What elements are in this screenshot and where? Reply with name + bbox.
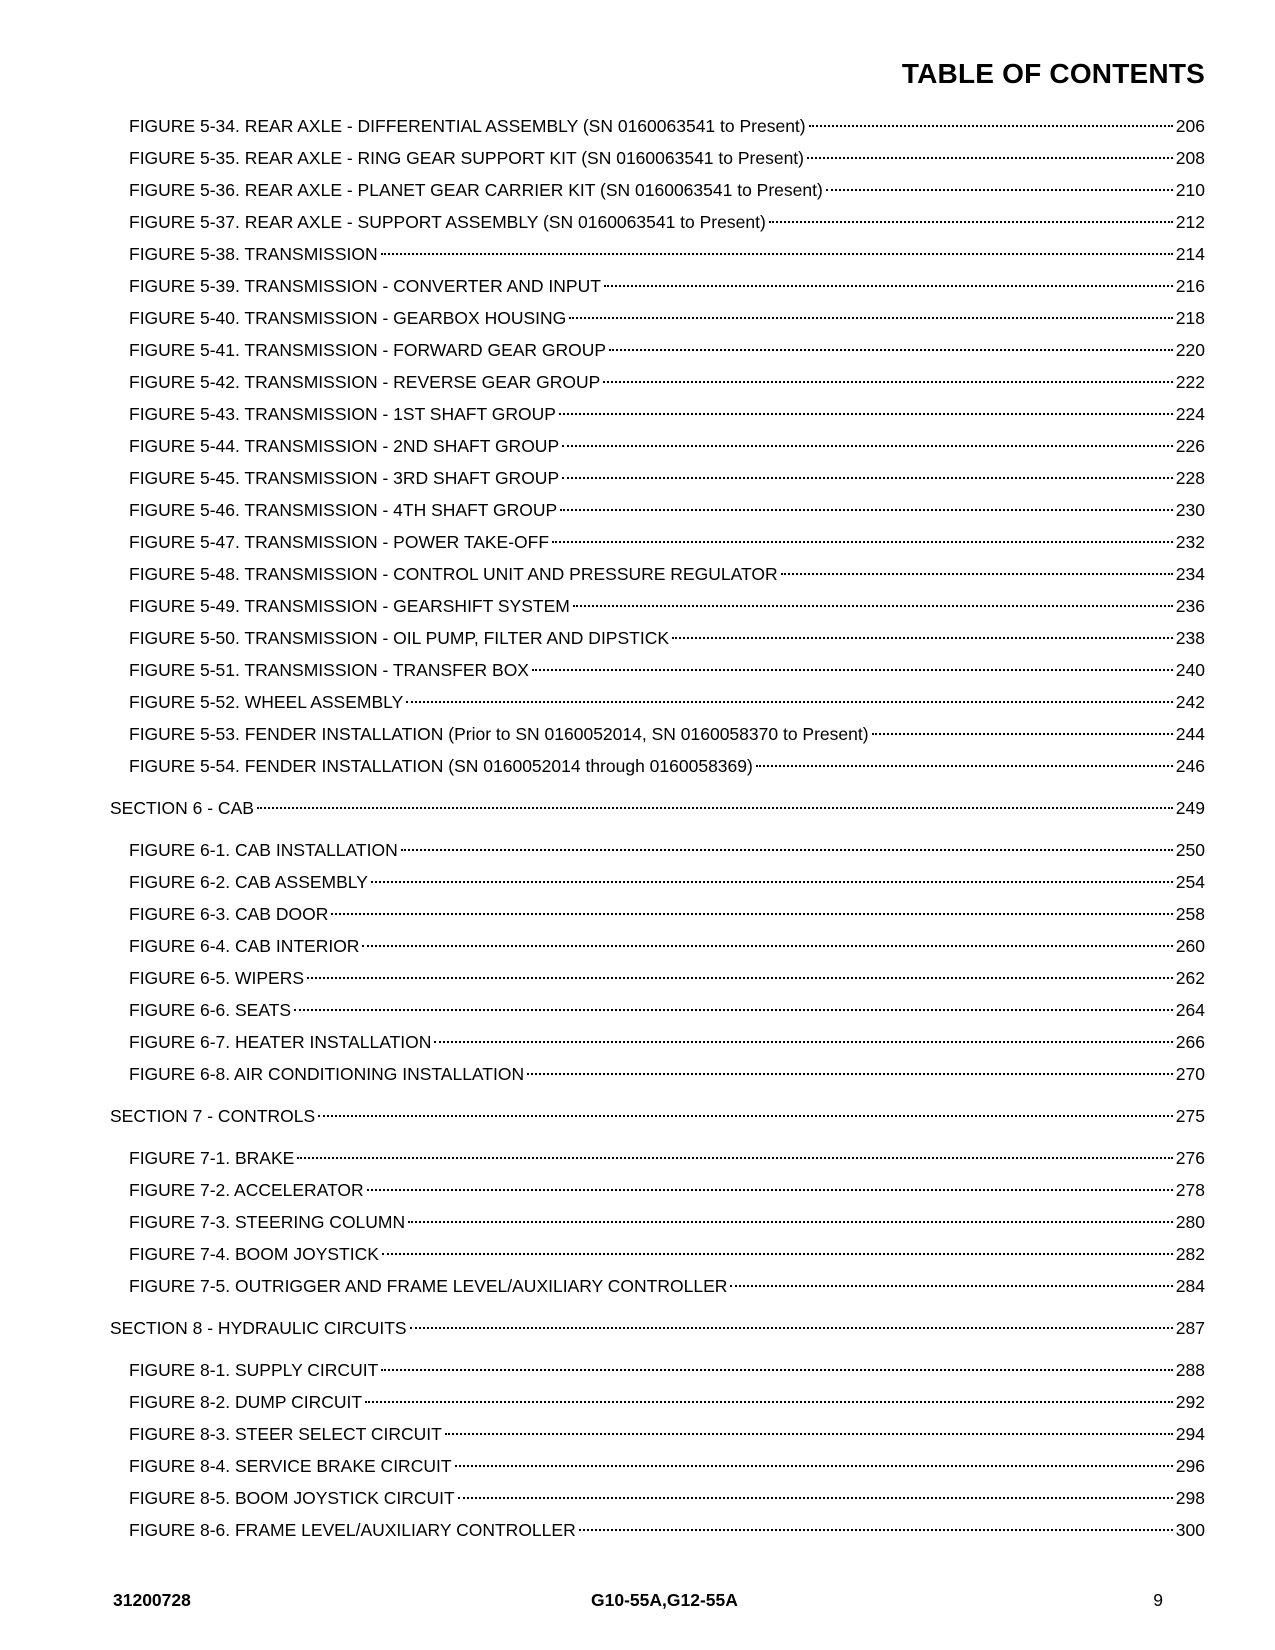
dot-leader	[381, 253, 1173, 255]
toc-entry-page: 218	[1175, 308, 1205, 328]
toc-figure-entry[interactable]	[110, 430, 1205, 462]
toc-entry-page: 250	[1175, 840, 1205, 860]
toc-entry-page: 214	[1175, 244, 1205, 264]
toc-entry-label: FIGURE 6-2. CAB ASSEMBLY	[129, 872, 368, 892]
dot-leader	[560, 509, 1173, 511]
dot-leader	[401, 849, 1173, 851]
toc-figure-entry[interactable]	[110, 526, 1205, 558]
toc-entry-label: FIGURE 5-37. REAR AXLE - SUPPORT ASSEMBLY (SN 0160063541 to Present)	[129, 212, 766, 232]
toc-entry-label: FIGURE 5-46. TRANSMISSION - 4TH SHAFT GROUP	[129, 500, 558, 520]
dot-leader	[573, 605, 1173, 607]
toc-entry-label: FIGURE 8-5. BOOM JOYSTICK CIRCUIT	[129, 1488, 455, 1508]
dot-leader	[826, 189, 1173, 191]
toc-figure-entry[interactable]	[110, 1174, 1205, 1206]
toc-entry-label: FIGURE 5-51. TRANSMISSION - TRANSFER BOX	[129, 660, 529, 680]
toc-figure-entry[interactable]	[110, 206, 1205, 238]
toc-entry-label: FIGURE 5-44. TRANSMISSION - 2ND SHAFT GROUP	[129, 436, 560, 456]
dot-leader	[458, 1497, 1173, 1499]
toc-entry-page: 238	[1175, 628, 1205, 648]
toc-entry-label: FIGURE 8-2. DUMP CIRCUIT	[129, 1392, 363, 1412]
toc-entry-page: 264	[1175, 1000, 1205, 1020]
dot-leader	[331, 913, 1172, 915]
toc-figure-entry[interactable]	[110, 622, 1205, 654]
toc-figure-entry[interactable]	[110, 1206, 1205, 1238]
toc-entry-label: FIGURE 5-35. REAR AXLE - RING GEAR SUPPORT KIT (SN 0160063541 to Present)	[129, 148, 804, 168]
toc-entry-page: 226	[1175, 436, 1205, 456]
toc-entry-label: SECTION 7 - CONTROLS	[110, 1106, 316, 1126]
toc-entry-page: 292	[1175, 1392, 1205, 1412]
toc-entry-label: FIGURE 5-53. FENDER INSTALLATION (Prior to SN 0160052014, SN 0160058370 to Present)	[129, 724, 869, 744]
dot-leader	[569, 317, 1173, 319]
toc-entry-page: 280	[1175, 1212, 1205, 1232]
dot-leader	[381, 1369, 1173, 1371]
dot-leader	[532, 669, 1173, 671]
dot-leader	[756, 765, 1173, 767]
toc-entry-label: FIGURE 5-48. TRANSMISSION - CONTROL UNIT AND PRESSURE REGULATOR	[129, 564, 778, 584]
toc-entry-page: 282	[1175, 1244, 1205, 1264]
toc-entry-page: 210	[1175, 180, 1205, 200]
toc-figure-entry[interactable]	[110, 1270, 1205, 1302]
toc-figure-entry[interactable]	[110, 654, 1205, 686]
toc-entry-page: 208	[1175, 148, 1205, 168]
footer-model: G10-55A,G12-55A	[591, 1590, 738, 1610]
toc-entry-page: 298	[1175, 1488, 1205, 1508]
toc-entry-page: 244	[1175, 724, 1205, 744]
toc-entry-label: FIGURE 8-6. FRAME LEVEL/AUXILIARY CONTROLLER	[129, 1520, 576, 1540]
toc-figure-entry[interactable]	[110, 590, 1205, 622]
dot-leader	[382, 1253, 1173, 1255]
toc-section-entry[interactable]	[110, 792, 1205, 824]
dot-leader	[559, 413, 1173, 415]
toc-section-entry[interactable]	[110, 1100, 1205, 1132]
toc-entry-page: 254	[1175, 872, 1205, 892]
toc-entry-label: FIGURE 5-45. TRANSMISSION - 3RD SHAFT GROUP	[129, 468, 560, 488]
dot-leader	[562, 477, 1173, 479]
toc-entry-label: FIGURE 7-3. STEERING COLUMN	[129, 1212, 406, 1232]
toc-figure-entry[interactable]	[110, 366, 1205, 398]
toc-figure-entry[interactable]	[110, 334, 1205, 366]
dot-leader	[406, 701, 1173, 703]
toc-entry-page: 216	[1175, 276, 1205, 296]
toc-figure-entry[interactable]	[110, 302, 1205, 334]
toc-figure-entry[interactable]	[110, 994, 1205, 1026]
dot-leader	[609, 349, 1173, 351]
toc-entry-label: FIGURE 6-7. HEATER INSTALLATION	[129, 1032, 432, 1052]
toc-figure-entry[interactable]	[110, 1450, 1205, 1482]
dot-leader	[367, 1189, 1173, 1191]
dot-leader	[297, 1157, 1172, 1159]
toc-entry-label: FIGURE 5-40. TRANSMISSION - GEARBOX HOUSING	[129, 308, 567, 328]
toc-figure-entry[interactable]	[110, 834, 1205, 866]
toc-entry-page: 262	[1175, 968, 1205, 988]
toc-figure-entry[interactable]	[110, 270, 1205, 302]
toc-entry-page: 275	[1175, 1106, 1205, 1126]
toc-entry-page: 284	[1175, 1276, 1205, 1296]
toc-figure-entry[interactable]	[110, 142, 1205, 174]
toc-figure-entry[interactable]	[110, 558, 1205, 590]
toc-figure-entry[interactable]	[110, 1058, 1205, 1090]
dot-leader	[604, 285, 1173, 287]
dot-leader	[603, 381, 1173, 383]
toc-entry-page: 228	[1175, 468, 1205, 488]
dot-leader	[365, 1401, 1173, 1403]
toc-entry-page: 224	[1175, 404, 1205, 424]
dot-leader	[455, 1465, 1173, 1467]
toc-figure-entry[interactable]	[110, 1142, 1205, 1174]
dot-leader	[562, 445, 1173, 447]
toc-entry-page: 246	[1175, 756, 1205, 776]
toc-entry-page: 242	[1175, 692, 1205, 712]
dot-leader	[445, 1433, 1173, 1435]
toc-figure-entry[interactable]	[110, 866, 1205, 898]
toc-entry-label: FIGURE 5-43. TRANSMISSION - 1ST SHAFT GROUP	[129, 404, 556, 424]
toc-entry-label: FIGURE 5-54. FENDER INSTALLATION (SN 0160052014 through 0160058369)	[129, 756, 753, 776]
toc-entry-page: 234	[1175, 564, 1205, 584]
toc-figure-entry[interactable]	[110, 718, 1205, 750]
dot-leader	[294, 1009, 1173, 1011]
toc-entry-page: 206	[1175, 116, 1205, 136]
toc-entry-page: 300	[1175, 1520, 1205, 1540]
dot-leader	[527, 1073, 1173, 1075]
dot-leader	[410, 1327, 1173, 1329]
toc-figure-entry[interactable]	[110, 494, 1205, 526]
toc-figure-entry[interactable]	[110, 898, 1205, 930]
toc-entry-label: FIGURE 5-38. TRANSMISSION	[129, 244, 378, 264]
toc-entry-label: FIGURE 5-39. TRANSMISSION - CONVERTER AND INPUT	[129, 276, 601, 296]
toc-figure-entry[interactable]	[110, 1026, 1205, 1058]
dot-leader	[872, 733, 1173, 735]
toc-figure-entry[interactable]	[110, 1386, 1205, 1418]
dot-leader	[807, 157, 1173, 159]
toc-entry-label: FIGURE 5-34. REAR AXLE - DIFFERENTIAL ASSEMBLY (SN 0160063541 to Present)	[129, 116, 806, 136]
toc-entry-label: FIGURE 5-42. TRANSMISSION - REVERSE GEAR GROUP	[129, 372, 601, 392]
toc-entry-label: FIGURE 5-50. TRANSMISSION - OIL PUMP, FILTER AND DIPSTICK	[129, 628, 670, 648]
toc-entry-label: FIGURE 6-8. AIR CONDITIONING INSTALLATION	[129, 1064, 525, 1084]
toc-entry-page: 288	[1175, 1360, 1205, 1380]
toc-entry-page: 240	[1175, 660, 1205, 680]
toc-figure-entry[interactable]	[110, 962, 1205, 994]
toc-entry-label: SECTION 8 - HYDRAULIC CIRCUITS	[110, 1318, 407, 1338]
toc-entry-page: 296	[1175, 1456, 1205, 1476]
toc-section-entry[interactable]	[110, 1312, 1205, 1344]
page-title: TABLE OF CONTENTS	[901, 58, 1205, 89]
dot-leader	[809, 125, 1173, 127]
toc-entry-page: 287	[1175, 1318, 1205, 1338]
toc-entry-label: FIGURE 6-6. SEATS	[129, 1000, 292, 1020]
toc-entry-label: FIGURE 8-4. SERVICE BRAKE CIRCUIT	[129, 1456, 452, 1476]
toc-figure-entry[interactable]	[110, 398, 1205, 430]
toc-entry-page: 232	[1175, 532, 1205, 552]
toc-entry-page: 266	[1175, 1032, 1205, 1052]
toc-entry-label: FIGURE 5-41. TRANSMISSION - FORWARD GEAR GROUP	[129, 340, 607, 360]
toc-entry-page: 249	[1175, 798, 1205, 818]
toc-entry-page: 276	[1175, 1148, 1205, 1168]
toc-entry-label: FIGURE 5-47. TRANSMISSION - POWER TAKE-OFF	[129, 532, 550, 552]
dot-leader	[781, 573, 1173, 575]
toc-entry-label: FIGURE 5-36. REAR AXLE - PLANET GEAR CARRIER KIT (SN 0160063541 to Present)	[129, 180, 823, 200]
toc-entry-page: 220	[1175, 340, 1205, 360]
table-of-contents	[110, 110, 1205, 1546]
dot-leader	[434, 1041, 1172, 1043]
toc-entry-page: 260	[1175, 936, 1205, 956]
toc-figure-entry[interactable]	[110, 1482, 1205, 1514]
dot-leader	[769, 221, 1173, 223]
toc-entry-page: 236	[1175, 596, 1205, 616]
toc-entry-label: FIGURE 6-1. CAB INSTALLATION	[129, 840, 398, 860]
toc-figure-entry[interactable]	[110, 238, 1205, 270]
toc-entry-label: FIGURE 8-1. SUPPLY CIRCUIT	[129, 1360, 379, 1380]
dot-leader	[257, 807, 1173, 809]
footer-page-number: 9	[1153, 1590, 1163, 1610]
toc-entry-page: 222	[1175, 372, 1205, 392]
dot-leader	[318, 1115, 1173, 1117]
dot-leader	[730, 1285, 1172, 1287]
footer-document-number: 31200728	[113, 1590, 191, 1610]
toc-entry-label: FIGURE 7-1. BRAKE	[129, 1148, 295, 1168]
dot-leader	[408, 1221, 1173, 1223]
toc-entry-page: 278	[1175, 1180, 1205, 1200]
dot-leader	[371, 881, 1173, 883]
toc-figure-entry[interactable]	[110, 1238, 1205, 1270]
toc-entry-page: 270	[1175, 1064, 1205, 1084]
dot-leader	[307, 977, 1173, 979]
toc-entry-label: FIGURE 5-49. TRANSMISSION - GEARSHIFT SYSTEM	[129, 596, 570, 616]
toc-entry-label: FIGURE 7-4. BOOM JOYSTICK	[129, 1244, 379, 1264]
toc-entry-label: FIGURE 7-5. OUTRIGGER AND FRAME LEVEL/AUXILIARY CONTROLLER	[129, 1276, 728, 1296]
toc-entry-page: 212	[1175, 212, 1205, 232]
toc-figure-entry[interactable]	[110, 110, 1205, 142]
toc-entry-page: 230	[1175, 500, 1205, 520]
page-footer	[113, 1590, 1163, 1614]
dot-leader	[552, 541, 1173, 543]
toc-figure-entry[interactable]	[110, 1354, 1205, 1386]
toc-figure-entry[interactable]	[110, 686, 1205, 718]
toc-figure-entry[interactable]	[110, 750, 1205, 782]
toc-figure-entry[interactable]	[110, 930, 1205, 962]
dot-leader	[579, 1529, 1173, 1531]
dot-leader	[672, 637, 1173, 639]
toc-entry-label: SECTION 6 - CAB	[110, 798, 254, 818]
toc-entry-page: 258	[1175, 904, 1205, 924]
toc-figure-entry[interactable]	[110, 174, 1205, 206]
toc-entry-label: FIGURE 8-3. STEER SELECT CIRCUIT	[129, 1424, 442, 1444]
toc-entry-label: FIGURE 5-52. WHEEL ASSEMBLY	[129, 692, 404, 712]
toc-entry-label: FIGURE 6-3. CAB DOOR	[129, 904, 329, 924]
toc-entry-page: 294	[1175, 1424, 1205, 1444]
toc-figure-entry[interactable]	[110, 1418, 1205, 1450]
toc-entry-label: FIGURE 6-4. CAB INTERIOR	[129, 936, 360, 956]
toc-entry-label: FIGURE 7-2. ACCELERATOR	[129, 1180, 364, 1200]
toc-entry-label: FIGURE 6-5. WIPERS	[129, 968, 305, 988]
toc-figure-entry[interactable]	[110, 462, 1205, 494]
dot-leader	[362, 945, 1172, 947]
toc-figure-entry[interactable]	[110, 1514, 1205, 1546]
